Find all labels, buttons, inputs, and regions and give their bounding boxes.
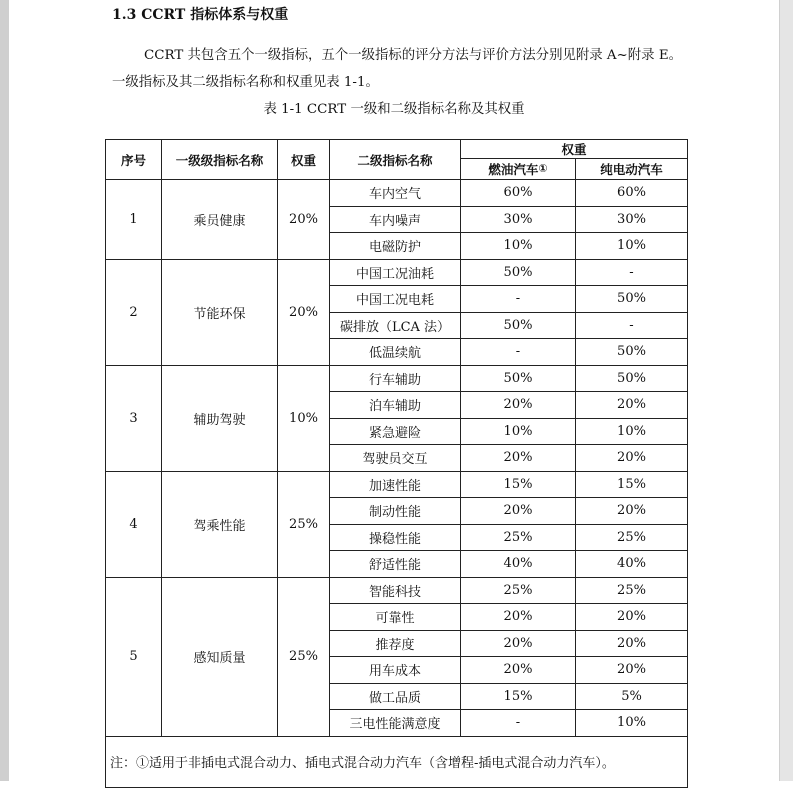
viewer-left-margin bbox=[0, 0, 9, 781]
secondary-name-cell: 碳排放（LCA 法） bbox=[330, 312, 461, 339]
weights-table bbox=[105, 139, 688, 788]
ev-weight-cell: 20% bbox=[576, 630, 688, 657]
table-body bbox=[106, 180, 688, 737]
table-row bbox=[106, 577, 688, 604]
header-primary-weight: 权重 bbox=[278, 140, 330, 180]
fuel-weight-cell: 20% bbox=[461, 445, 576, 472]
header-fuel-label: 燃油汽车 bbox=[488, 162, 539, 177]
secondary-name-cell: 推荐度 bbox=[330, 630, 461, 657]
header-weight-group: 权重 bbox=[461, 140, 688, 159]
header-secondary-name: 二级指标名称 bbox=[330, 140, 461, 180]
secondary-name-cell: 用车成本 bbox=[330, 657, 461, 684]
secondary-name-cell: 车内空气 bbox=[330, 180, 461, 207]
fuel-weight-cell: 20% bbox=[461, 498, 576, 525]
document-page bbox=[9, 0, 779, 781]
primary-name-cell: 节能环保 bbox=[162, 259, 278, 365]
primary-seq-cell: 5 bbox=[106, 577, 162, 736]
ev-weight-cell: 60% bbox=[576, 180, 688, 207]
fuel-weight-cell: 10% bbox=[461, 233, 576, 260]
header-ev-vehicle: 纯电动汽车 bbox=[576, 159, 688, 180]
table-footnote: 注：①适用于非插电式混合动力、插电式混合动力汽车（含增程-插电式混合动力汽车）。 bbox=[106, 736, 688, 787]
fuel-weight-cell: 50% bbox=[461, 365, 576, 392]
primary-weight-cell: 20% bbox=[278, 180, 330, 260]
primary-seq-cell: 3 bbox=[106, 365, 162, 471]
fuel-weight-cell: 60% bbox=[461, 180, 576, 207]
primary-weight-cell: 25% bbox=[278, 471, 330, 577]
paragraph-line-2: 一级指标及其二级指标名称和权重见表 1-1。 bbox=[112, 75, 379, 90]
ev-weight-cell: 30% bbox=[576, 206, 688, 233]
secondary-name-cell: 加速性能 bbox=[330, 471, 461, 498]
section-heading: 1.3 CCRT 指标体系与权重 bbox=[112, 7, 289, 23]
paragraph-line-1: CCRT 共包含五个一级指标，五个一级指标的评分方法与评价方法分别见附录 A~附录 E。 bbox=[144, 48, 682, 63]
secondary-name-cell: 驾驶员交互 bbox=[330, 445, 461, 472]
secondary-name-cell: 车内噪声 bbox=[330, 206, 461, 233]
table-caption: 表 1-1 CCRT 一级和二级指标名称及其权重 bbox=[263, 102, 525, 117]
ev-weight-cell: - bbox=[576, 259, 688, 286]
fuel-weight-cell: - bbox=[461, 710, 576, 737]
primary-name-cell: 乘员健康 bbox=[162, 180, 278, 260]
footnote-mark: ① bbox=[538, 162, 548, 175]
ev-weight-cell: 50% bbox=[576, 365, 688, 392]
fuel-weight-cell: 10% bbox=[461, 418, 576, 445]
fuel-weight-cell: - bbox=[461, 286, 576, 313]
primary-name-cell: 感知质量 bbox=[162, 577, 278, 736]
fuel-weight-cell: 25% bbox=[461, 577, 576, 604]
ev-weight-cell: 50% bbox=[576, 339, 688, 366]
fuel-weight-cell: 50% bbox=[461, 259, 576, 286]
secondary-name-cell: 制动性能 bbox=[330, 498, 461, 525]
primary-seq-cell: 4 bbox=[106, 471, 162, 577]
header-seq: 序号 bbox=[106, 140, 162, 180]
fuel-weight-cell: 20% bbox=[461, 604, 576, 631]
ev-weight-cell: - bbox=[576, 312, 688, 339]
ev-weight-cell: 20% bbox=[576, 498, 688, 525]
ev-weight-cell: 20% bbox=[576, 445, 688, 472]
fuel-weight-cell: 30% bbox=[461, 206, 576, 233]
ev-weight-cell: 25% bbox=[576, 577, 688, 604]
ev-weight-cell: 20% bbox=[576, 657, 688, 684]
table-row bbox=[106, 365, 688, 392]
ev-weight-cell: 20% bbox=[576, 604, 688, 631]
ev-weight-cell: 5% bbox=[576, 683, 688, 710]
ev-weight-cell: 10% bbox=[576, 418, 688, 445]
primary-weight-cell: 25% bbox=[278, 577, 330, 736]
secondary-name-cell: 做工品质 bbox=[330, 683, 461, 710]
fuel-weight-cell: 20% bbox=[461, 630, 576, 657]
viewer-scrollbar[interactable] bbox=[779, 0, 793, 781]
header-primary-name: 一级级指标名称 bbox=[162, 140, 278, 180]
fuel-weight-cell: 40% bbox=[461, 551, 576, 578]
table-row bbox=[106, 180, 688, 207]
ev-weight-cell: 15% bbox=[576, 471, 688, 498]
secondary-name-cell: 低温续航 bbox=[330, 339, 461, 366]
secondary-name-cell: 三电性能满意度 bbox=[330, 710, 461, 737]
secondary-name-cell: 泊车辅助 bbox=[330, 392, 461, 419]
fuel-weight-cell: - bbox=[461, 339, 576, 366]
secondary-name-cell: 电磁防护 bbox=[330, 233, 461, 260]
secondary-name-cell: 操稳性能 bbox=[330, 524, 461, 551]
ev-weight-cell: 10% bbox=[576, 710, 688, 737]
primary-seq-cell: 1 bbox=[106, 180, 162, 260]
table-row bbox=[106, 259, 688, 286]
fuel-weight-cell: 20% bbox=[461, 657, 576, 684]
fuel-weight-cell: 50% bbox=[461, 312, 576, 339]
ev-weight-cell: 10% bbox=[576, 233, 688, 260]
primary-name-cell: 驾乘性能 bbox=[162, 471, 278, 577]
ev-weight-cell: 20% bbox=[576, 392, 688, 419]
fuel-weight-cell: 20% bbox=[461, 392, 576, 419]
secondary-name-cell: 紧急避险 bbox=[330, 418, 461, 445]
primary-weight-cell: 10% bbox=[278, 365, 330, 471]
header-fuel-vehicle bbox=[461, 159, 576, 180]
primary-weight-cell: 20% bbox=[278, 259, 330, 365]
secondary-name-cell: 中国工况油耗 bbox=[330, 259, 461, 286]
secondary-name-cell: 中国工况电耗 bbox=[330, 286, 461, 313]
ev-weight-cell: 40% bbox=[576, 551, 688, 578]
primary-seq-cell: 2 bbox=[106, 259, 162, 365]
ev-weight-cell: 25% bbox=[576, 524, 688, 551]
primary-name-cell: 辅助驾驶 bbox=[162, 365, 278, 471]
secondary-name-cell: 可靠性 bbox=[330, 604, 461, 631]
secondary-name-cell: 智能科技 bbox=[330, 577, 461, 604]
secondary-name-cell: 行车辅助 bbox=[330, 365, 461, 392]
table-row bbox=[106, 471, 688, 498]
ev-weight-cell: 50% bbox=[576, 286, 688, 313]
fuel-weight-cell: 25% bbox=[461, 524, 576, 551]
fuel-weight-cell: 15% bbox=[461, 683, 576, 710]
fuel-weight-cell: 15% bbox=[461, 471, 576, 498]
secondary-name-cell: 舒适性能 bbox=[330, 551, 461, 578]
